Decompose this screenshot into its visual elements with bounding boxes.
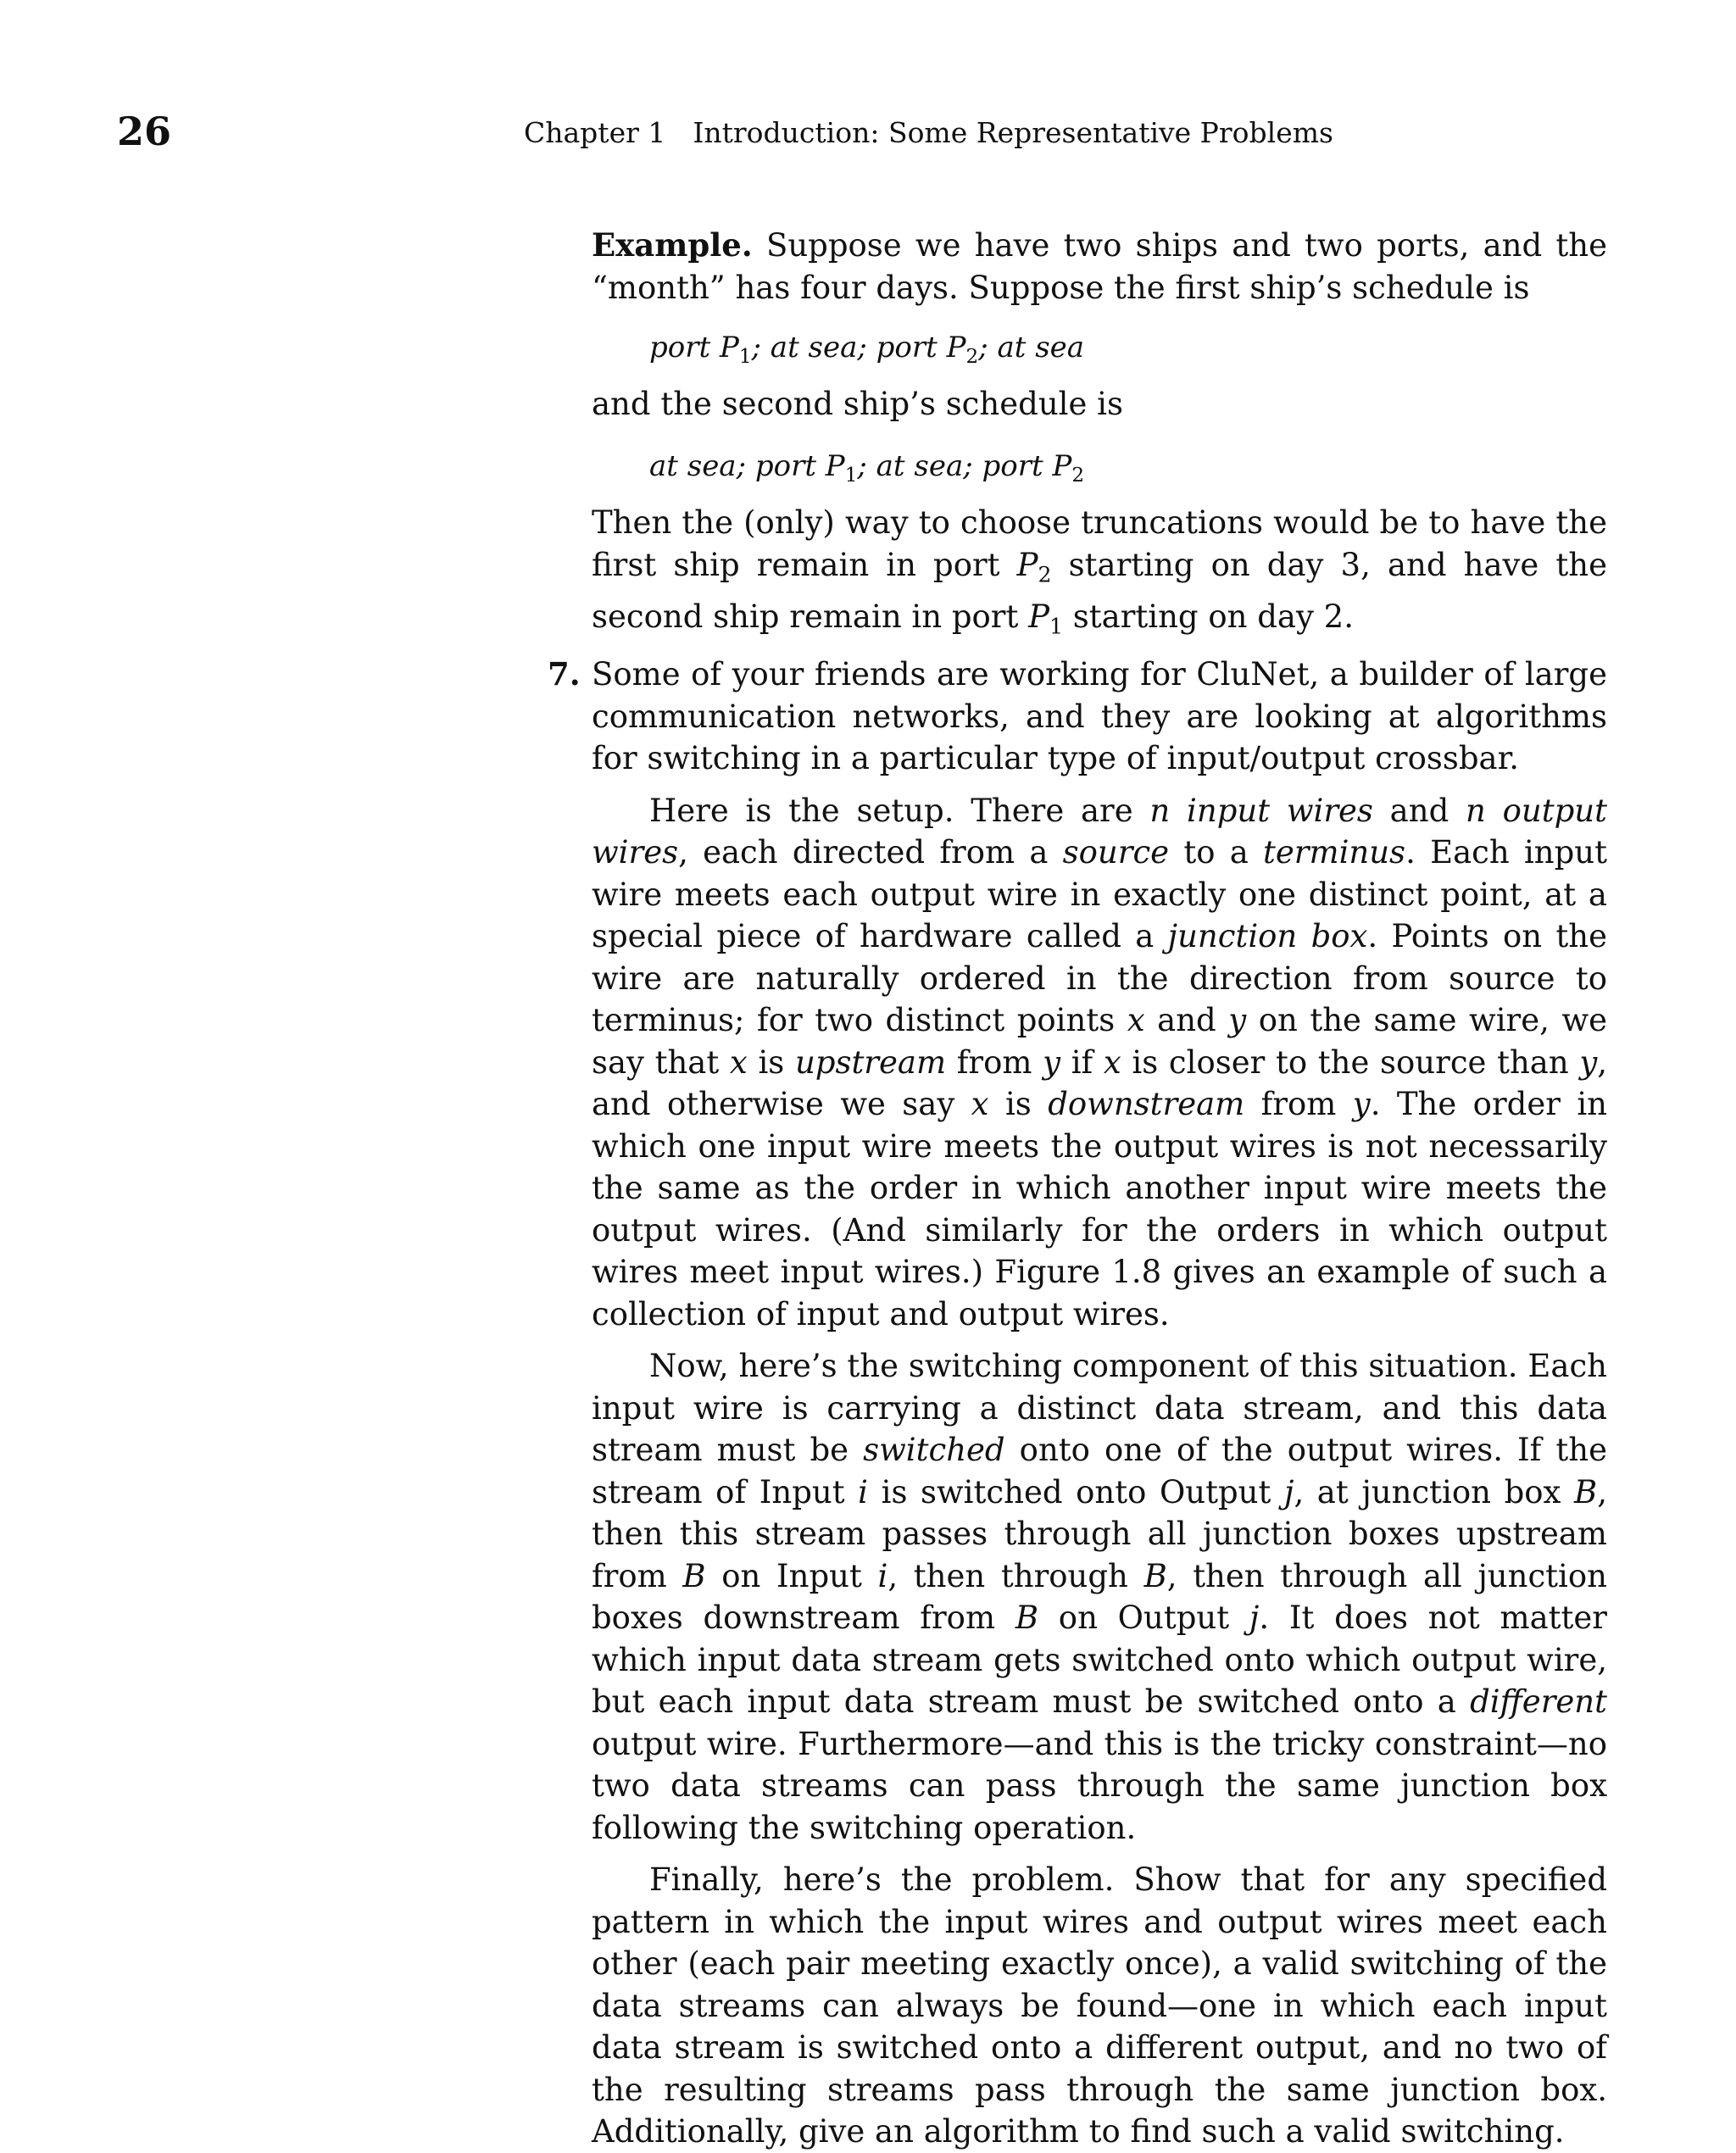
chapter-label: Chapter 1 (524, 116, 666, 149)
problem-intro: Some of your friends are working for CluNet, a builder of large communication networks, and they are looking at algorithms for switching in a particular type of input/output crossbar. (592, 656, 1607, 776)
example-conclusion: Then the (only) way to choose truncations would be to have the first ship remain in port $P_2$ starting on day 3, and have the second ship remain in port $P_1$ starting on day 2. (592, 504, 1607, 639)
example-intro (592, 225, 1607, 309)
problem-7-body (592, 654, 1607, 2153)
switching-paragraph: Now, here’s the switching component of this situation. Each input wire is carrying a distinct data stream, and this data stream must be switched onto one of the output wires. If the stream of Input i is switched onto Output j, at junction box B, then this stream passes through all junction boxes upstream from B on Input i, then through B, then through all junction boxes downstream from B on Output j. It does not matter which input data stream gets switched onto which output wire, but each input data stream must be switched onto a different output wire. Furthermore—and this is the tricky constraint—no two data streams can pass through the same junction box following the switching operation. (592, 1348, 1607, 1846)
chapter-title: Introduction: Some Representative Problems (693, 116, 1333, 149)
setup-paragraph: Here is the setup. There are n input wires and n output wires, each directed from a source to a terminus. Each input wire meets each output wire in exactly one distinct point, at a special piece of hardware called a junction box. Points on the wire are naturally ordered in the direction from source to terminus; for two distinct points x and y on the same wire, we say that x is upstream from y if x is closer to the source than y, and otherwise we say x is downstream from y. The order in which one input wire meets the output wires is not necessarily the same as the order in which another input wire meets the output wires. (And similarly for the orders in which output wires meet input wires.) Figure 1.8 gives an example of such a collection of input and output wires. (592, 792, 1608, 1332)
example-text: Suppose we have two ships and two ports, and the “month” has four days. Suppose the first ship’s schedule is (592, 227, 1607, 306)
example-label: Example. (592, 226, 753, 264)
running-head (524, 116, 1333, 149)
schedule-first-ship: port $P_1$; at sea; port $P_2$; at sea (649, 331, 1085, 368)
page-number: 26 (117, 108, 172, 154)
problem-number: 7. (548, 655, 581, 693)
problem-paragraph: Finally, here’s the problem. Show that for any specified pattern in which the input wires and output wires meet each other (each pair meeting exactly once), a valid switching of the data streams can always be found—one in which each input data stream is switched onto a different output, and no two of the resulting streams pass through the same junction box. Additionally, give an algorithm to find such a valid switching. (592, 1861, 1607, 2150)
schedule-second-ship: at sea; port $P_1$; at sea; port $P_2$ (649, 449, 1085, 487)
example-line2: and the second ship’s schedule is (592, 386, 1123, 422)
